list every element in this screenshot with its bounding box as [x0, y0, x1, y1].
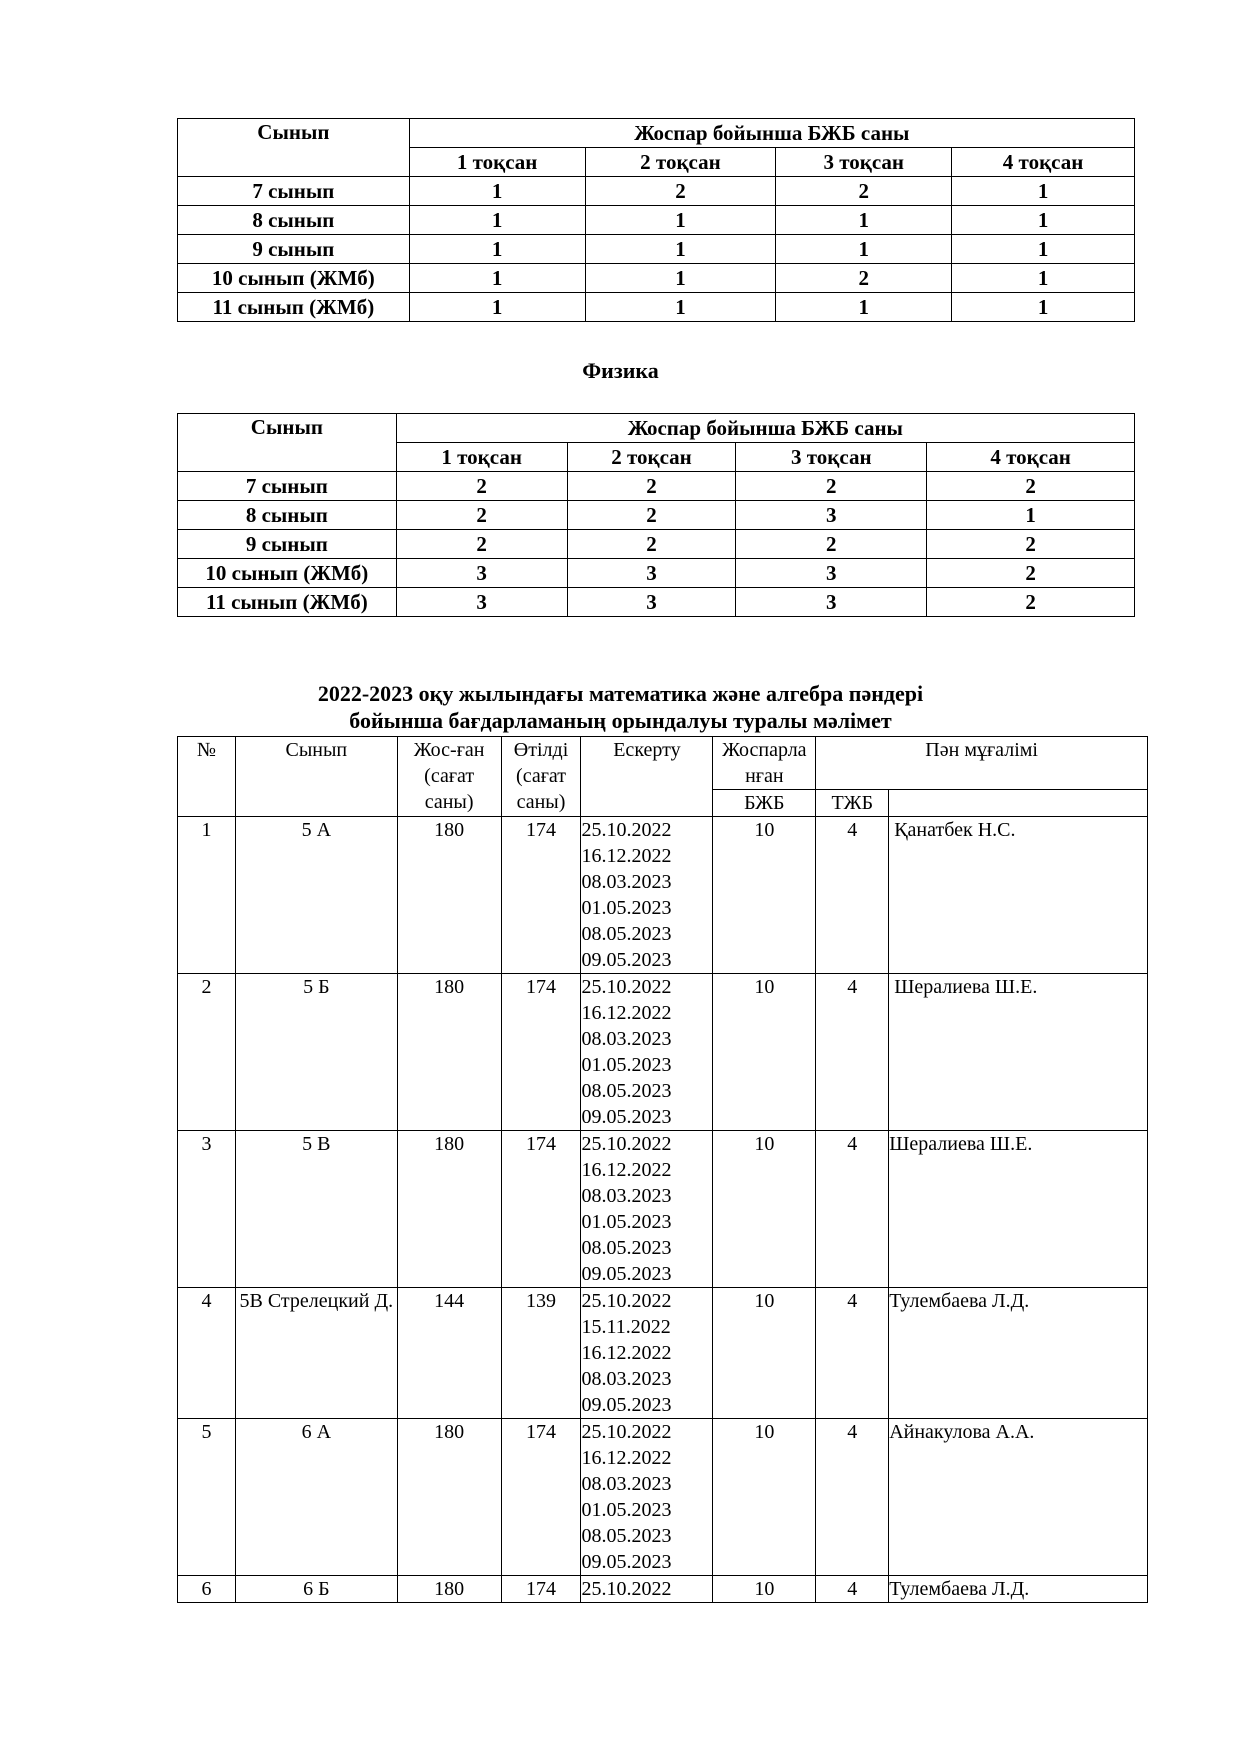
table-row — [178, 501, 1135, 530]
table-body — [178, 817, 1148, 1603]
bjb-cell: 10 — [713, 1576, 816, 1603]
value-cell: 2 — [567, 530, 736, 559]
done-hours-cell: 174 — [501, 974, 581, 1131]
row-number-cell: 1 — [178, 817, 236, 974]
date-line: 09.05.2023 — [581, 1551, 672, 1573]
header-planned-group: Жоспарла нған — [713, 737, 816, 790]
header-quarter-1: 1 тоқсан — [409, 148, 585, 177]
table-row — [178, 1576, 1148, 1603]
date-line: 09.05.2023 — [581, 1106, 672, 1128]
class-cell: 11 сынып (ЖМб) — [178, 293, 410, 322]
row-number-cell: 6 — [178, 1576, 236, 1603]
date-line: 08.03.2023 — [581, 1473, 672, 1495]
header-quarter-4: 4 тоқсан — [952, 148, 1135, 177]
date-line: 01.05.2023 — [581, 1499, 672, 1521]
class-cell: 6 А — [235, 1419, 397, 1576]
value-cell: 2 — [396, 530, 567, 559]
value-cell: 2 — [927, 530, 1135, 559]
class-cell: 5 Б — [235, 974, 397, 1131]
value-cell: 3 — [567, 588, 736, 617]
value-cell: 1 — [409, 264, 585, 293]
class-cell: 11 сынып (ЖМб) — [178, 588, 397, 617]
date-line: 08.05.2023 — [581, 1237, 672, 1259]
value-cell: 3 — [396, 588, 567, 617]
teacher-cell: Айнакулова А.А. — [889, 1419, 1148, 1576]
value-cell: 1 — [776, 235, 952, 264]
bjb-cell: 10 — [713, 1288, 816, 1419]
value-cell: 2 — [396, 501, 567, 530]
class-cell: 7 сынып — [178, 177, 410, 206]
bjb-cell: 10 — [713, 1131, 816, 1288]
header-note: Ескерту — [581, 737, 713, 817]
value-cell: 1 — [585, 264, 776, 293]
date-line: 09.05.2023 — [581, 1263, 672, 1285]
date-line: 16.12.2022 — [581, 1342, 672, 1364]
value-cell: 3 — [736, 501, 927, 530]
value-cell: 2 — [567, 501, 736, 530]
date-line: 08.05.2023 — [581, 923, 672, 945]
value-cell: 1 — [409, 293, 585, 322]
report-title — [0, 680, 1241, 734]
table-row — [178, 974, 1148, 1131]
value-cell: 1 — [585, 293, 776, 322]
teacher-cell: Шералиева Ш.Е. — [889, 1131, 1148, 1288]
table-row — [178, 293, 1135, 322]
value-cell: 1 — [952, 206, 1135, 235]
table-row — [178, 264, 1135, 293]
dates-cell — [581, 1419, 713, 1576]
value-cell: 1 — [927, 501, 1135, 530]
header-num: № — [178, 737, 236, 817]
dates-cell — [581, 1576, 713, 1603]
value-cell: 2 — [736, 472, 927, 501]
teacher-cell: Тулембаева Л.Д. — [889, 1288, 1148, 1419]
class-cell: 5 В — [235, 1131, 397, 1288]
header-teacher: Пән мұғалімі — [816, 737, 1148, 790]
value-cell: 3 — [396, 559, 567, 588]
dates-cell — [581, 974, 713, 1131]
table-row — [178, 235, 1135, 264]
bjb-cell: 10 — [713, 817, 816, 974]
table-row — [178, 588, 1135, 617]
date-line: 25.10.2022 — [581, 1421, 672, 1443]
value-cell: 1 — [776, 206, 952, 235]
report-title-line-2: бойынша бағдарламаның орындалуы туралы мәлімет — [349, 708, 892, 733]
bjb-cell: 10 — [713, 1419, 816, 1576]
class-cell: 6 Б — [235, 1576, 397, 1603]
value-cell: 2 — [585, 177, 776, 206]
date-line: 25.10.2022 — [581, 819, 672, 841]
value-cell: 3 — [736, 559, 927, 588]
date-line: 09.05.2023 — [581, 949, 672, 971]
class-cell: 5В Стрелецкий Д. — [235, 1288, 397, 1419]
date-line: 08.03.2023 — [581, 1185, 672, 1207]
dates-cell — [581, 1288, 713, 1419]
date-line: 08.03.2023 — [581, 871, 672, 893]
teacher-cell: Тулембаева Л.Д. — [889, 1576, 1148, 1603]
date-line: 16.12.2022 — [581, 845, 672, 867]
value-cell: 1 — [952, 293, 1135, 322]
header-plan: Жоспар бойынша БЖБ саны — [396, 414, 1134, 443]
date-line: 25.10.2022 — [581, 1578, 672, 1600]
class-cell: 7 сынып — [178, 472, 397, 501]
row-number-cell: 5 — [178, 1419, 236, 1576]
physics-title: Физика — [582, 358, 659, 383]
table-row — [178, 206, 1135, 235]
done-hours-cell: 139 — [501, 1288, 581, 1419]
value-cell: 1 — [585, 235, 776, 264]
class-cell: 8 сынып — [178, 501, 397, 530]
planned-hours-cell: 180 — [397, 974, 501, 1131]
planned-hours-cell: 180 — [397, 1419, 501, 1576]
header-class: Сынып — [178, 414, 397, 472]
value-cell: 2 — [567, 472, 736, 501]
program-completion-table — [177, 736, 1148, 1603]
bjb-plan-table-physics — [177, 413, 1135, 617]
table-row — [178, 472, 1135, 501]
date-line: 25.10.2022 — [581, 1290, 672, 1312]
header-quarter-3: 3 тоқсан — [736, 443, 927, 472]
value-cell: 1 — [409, 235, 585, 264]
class-cell: 10 сынып (ЖМб) — [178, 264, 410, 293]
date-line: 16.12.2022 — [581, 1447, 672, 1469]
planned-hours-cell: 180 — [397, 1131, 501, 1288]
table-row — [178, 817, 1148, 974]
value-cell: 1 — [585, 206, 776, 235]
value-cell: 1 — [776, 293, 952, 322]
date-line: 01.05.2023 — [581, 1054, 672, 1076]
date-line: 16.12.2022 — [581, 1159, 672, 1181]
header-class: Сынып — [178, 119, 410, 177]
value-cell: 1 — [409, 206, 585, 235]
date-line: 16.12.2022 — [581, 1002, 672, 1024]
header-done-hours: Өтілді (сағат саны) — [501, 737, 581, 817]
date-line: 01.05.2023 — [581, 897, 672, 919]
value-cell: 2 — [736, 530, 927, 559]
header-plan: Жоспар бойынша БЖБ саны — [409, 119, 1134, 148]
value-cell: 1 — [952, 264, 1135, 293]
date-line: 15.11.2022 — [581, 1316, 671, 1338]
value-cell: 2 — [927, 559, 1135, 588]
planned-hours-cell: 180 — [397, 817, 501, 974]
date-line: 01.05.2023 — [581, 1211, 672, 1233]
value-cell: 2 — [396, 472, 567, 501]
table-row — [178, 177, 1135, 206]
value-cell: 3 — [736, 588, 927, 617]
teacher-cell: Қанатбек Н.С. — [889, 817, 1148, 974]
done-hours-cell: 174 — [501, 1419, 581, 1576]
done-hours-cell: 174 — [501, 1576, 581, 1603]
date-line: 08.03.2023 — [581, 1028, 672, 1050]
header-quarter-2: 2 тоқсан — [567, 443, 736, 472]
dates-cell — [581, 1131, 713, 1288]
value-cell: 1 — [952, 177, 1135, 206]
class-cell: 8 сынып — [178, 206, 410, 235]
tjb-cell: 4 — [816, 1419, 889, 1576]
row-number-cell: 4 — [178, 1288, 236, 1419]
planned-hours-cell: 144 — [397, 1288, 501, 1419]
value-cell: 2 — [927, 588, 1135, 617]
header-bjb: БЖБ — [713, 790, 816, 817]
header-teacher-empty — [889, 790, 1148, 817]
bjb-cell: 10 — [713, 974, 816, 1131]
tjb-cell: 4 — [816, 1288, 889, 1419]
header-class: Сынып — [235, 737, 397, 817]
value-cell: 2 — [776, 177, 952, 206]
done-hours-cell: 174 — [501, 1131, 581, 1288]
value-cell: 2 — [927, 472, 1135, 501]
planned-hours-cell: 180 — [397, 1576, 501, 1603]
dates-cell — [581, 817, 713, 974]
bjb-plan-table-1 — [177, 118, 1135, 322]
table-row — [178, 1288, 1148, 1419]
tjb-cell: 4 — [816, 1576, 889, 1603]
header-quarter-4: 4 тоқсан — [927, 443, 1135, 472]
tjb-cell: 4 — [816, 817, 889, 974]
table-row — [178, 530, 1135, 559]
class-cell: 9 сынып — [178, 235, 410, 264]
class-cell: 10 сынып (ЖМб) — [178, 559, 397, 588]
tjb-cell: 4 — [816, 1131, 889, 1288]
table-row — [178, 1419, 1148, 1576]
date-line: 08.03.2023 — [581, 1368, 672, 1390]
header-planned-hours: Жос-ған (сағат саны) — [397, 737, 501, 817]
class-cell: 5 А — [235, 817, 397, 974]
date-line: 09.05.2023 — [581, 1394, 672, 1416]
value-cell: 1 — [409, 177, 585, 206]
date-line: 25.10.2022 — [581, 1133, 672, 1155]
tjb-cell: 4 — [816, 974, 889, 1131]
row-number-cell: 3 — [178, 1131, 236, 1288]
class-cell: 9 сынып — [178, 530, 397, 559]
date-line: 25.10.2022 — [581, 976, 672, 998]
table-row — [178, 559, 1135, 588]
table-row — [178, 1131, 1148, 1288]
done-hours-cell: 174 — [501, 817, 581, 974]
header-tjb: ТЖБ — [816, 790, 889, 817]
header-quarter-3: 3 тоқсан — [776, 148, 952, 177]
date-line: 08.05.2023 — [581, 1525, 672, 1547]
value-cell: 1 — [952, 235, 1135, 264]
value-cell: 2 — [776, 264, 952, 293]
report-title-line-1: 2022-2023 оқу жылындағы математика және алгебра пәндері — [317, 681, 924, 706]
header-quarter-1: 1 тоқсан — [396, 443, 567, 472]
teacher-cell: Шералиева Ш.Е. — [889, 974, 1148, 1131]
row-number-cell: 2 — [178, 974, 236, 1131]
date-line: 08.05.2023 — [581, 1080, 672, 1102]
value-cell: 3 — [567, 559, 736, 588]
header-quarter-2: 2 тоқсан — [585, 148, 776, 177]
